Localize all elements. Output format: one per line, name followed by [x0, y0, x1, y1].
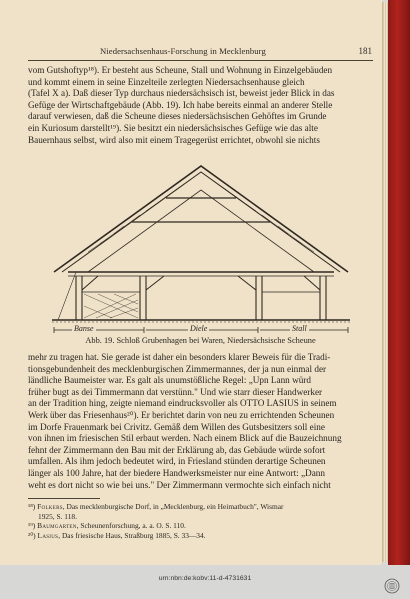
footnote-20: [28, 531, 373, 541]
footnote-author: Lasius: [37, 530, 59, 540]
footnote-number: ²⁰): [28, 530, 36, 540]
footnote-text: , Scheunenforschung, a. a. O. S. 110.: [76, 521, 186, 531]
footnote-author: Baumgarten: [37, 521, 77, 531]
text-line: mehr zu tragen hat. Sie gerade ist daher ein besonders klarer Beweis für die Tradi-: [28, 352, 331, 362]
text-line: ländliche Baumeister war. Es galt als unumstößliche Regel: „Upn Lann würd: [28, 375, 311, 386]
scan-margin: [0, 565, 410, 599]
book-spine: [388, 0, 410, 565]
footnotes: [28, 502, 373, 540]
text-line: und kommt einem in seine Einzelteile zerlegten Niedersachsenhause gleich: [28, 76, 305, 87]
text-line: Werk über das Friesenhaus²⁰). Er berichtet darin von neu zu errichtenden Scheunen: [28, 409, 335, 420]
text-line: im Dorfe Frauenmark bei Crivitz. Gemäß dem Willen des Gutsbesitzers soll eine: [28, 421, 325, 432]
text-line: (Tafel X a). Daß dieser Typ durchaus niedersächsisch ist, beweist jeder Blick in das: [28, 88, 335, 99]
figure-caption: Abb. 19. Schloß Grubenhagen bei Waren, Niedersächsische Scheune: [85, 336, 316, 345]
text-line: von ihnen im friesischen Stil erbaut werden. Nach einem Blick auf die Bauzeichnung: [28, 433, 342, 444]
footnote-number: ¹⁹): [28, 521, 36, 531]
footnote-18: [28, 502, 373, 512]
text-line: tionsgebundenheit des mecklenburgischen Zimmermannes, der ja nun einmal der: [28, 363, 327, 374]
text-line: vom Gutshoftyp¹⁸). Er besteht aus Scheune, Stall und Wohnung in Einzelgebäuden: [28, 65, 333, 75]
label-banse: Banse: [74, 324, 94, 333]
page-number: 181: [358, 46, 372, 56]
footnote-number: ¹⁸): [28, 502, 36, 511]
footnote-rule: [28, 498, 100, 499]
running-title: Niedersachsenhaus-Forschung in Mecklenburg: [100, 46, 266, 56]
running-header: [100, 46, 372, 58]
paragraph-bottom: [28, 352, 373, 491]
text-line: an der Tradition hing, zeigte niemand eindrucksvoller als OTTO LASIUS in seinem: [28, 398, 337, 409]
text-line: Gefüge der Wirtschaftgebäude (Abb. 19). Ich habe bereits einmal an anderer Stelle: [28, 99, 333, 110]
text-line: ein Kuriosum darstellt¹⁹). Sie besitzt ein niedersächsisches Gefüge wie das alte: [28, 122, 318, 133]
footnote-author: Folkers: [37, 502, 63, 511]
label-diele: Diele: [190, 324, 208, 333]
text-line: früher bugt as dei Timmermann dat verstünn." Und wie starr dieser Handwerker: [28, 386, 323, 397]
footnote-text: , Das friesische Haus, Straßburg 1885, S. 33—34.: [58, 530, 206, 540]
footnote-text: , Das mecklenburgische Dorf, in „Mecklenburg, ein Heimatbuch", Wismar: [62, 502, 284, 511]
footnote-18-cont: [28, 512, 373, 522]
text-line: fehnt der Zimmermann den Bau mit der Erklärung ab, das Gebäude würde sofort: [28, 444, 326, 455]
library-seal-icon: [384, 578, 400, 594]
paragraph-top: [28, 65, 373, 146]
text-line: länger als 100 Jahre, hat der biedere Handwerksmeister nur eine Antwort: „Dann: [28, 467, 325, 478]
text-line: Bauernhaus selbst, wird also mit einem Tragegerüst errichtet, obwohl sie nichts: [28, 134, 320, 145]
text-line: weht es dort nicht so wie bei uns." Der Zimmermann vermochte sich einfach nicht: [28, 479, 331, 490]
footnote-19: [28, 521, 373, 531]
header-rule: [28, 60, 373, 61]
text-line: umfallen. Als ihm jedoch bedeutet wird, in Friesland stünden derartige Scheunen: [28, 456, 326, 467]
barn-cross-section-figure: [48, 160, 353, 335]
footnote-text: 1925, S. 118.: [38, 511, 77, 521]
urn-identifier: urn:nbn:de:kobv:11-d-4731631: [158, 575, 252, 582]
text-line: darauf verwiesen, daß die Scheune dieses niedersächsischen Gehöftes im Grunde: [28, 111, 327, 122]
label-stall: Stall: [292, 324, 307, 333]
